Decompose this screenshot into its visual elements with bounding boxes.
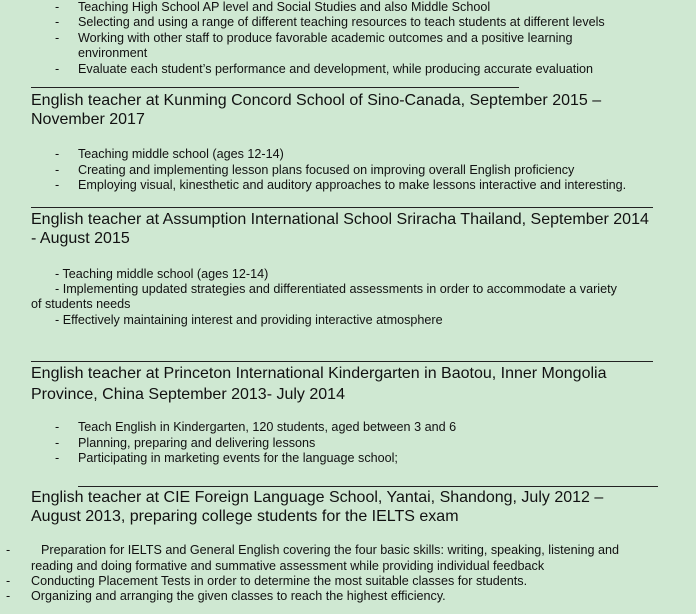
list-item-text: Participating in marketing events for the language school; — [78, 451, 398, 465]
list-item-text: Teach English in Kindergarten, 120 students, aged between 3 and 6 — [78, 420, 457, 434]
list-item: - Teaching middle school (ages 12-14) — [55, 267, 269, 281]
list-item-continuation: of students needs — [31, 297, 131, 311]
bullet-dash: - — [55, 62, 60, 76]
job-title: English teacher at Kunming Concord School of Sino-Canada, September 2015 – — [31, 92, 602, 109]
divider — [78, 486, 658, 487]
bullet-dash: - — [6, 574, 11, 588]
bullet-dash: - — [55, 31, 60, 45]
list-item-text: Employing visual, kinesthetic and auditory approaches to make lessons interactive and interesting. — [78, 178, 627, 192]
job-title-line2: Province, China September 2013- July 2014 — [31, 386, 345, 403]
list-item-text: Selecting and using a range of different teaching resources to teach students at different levels — [78, 15, 605, 29]
list-item-text: Conducting Placement Tests in order to determine the most suitable classes for students. — [31, 574, 528, 588]
bullet-dash: - — [55, 420, 60, 434]
bullet-dash: - — [55, 178, 60, 192]
list-item-text: Planning, preparing and delivering lessons — [78, 436, 316, 450]
divider — [31, 361, 653, 362]
job-title: English teacher at Princeton International Kindergarten in Baotou, Inner Mongolia — [31, 365, 607, 382]
job-title: English teacher at Assumption International School Sriracha Thailand, September 2014 — [31, 211, 649, 228]
list-item: - Implementing updated strategies and differentiated assessments in order to accommodate a variety — [55, 282, 617, 296]
list-item-continuation: reading and doing formative and summative assessment while providing individual feedback — [31, 559, 545, 573]
job-title-line2: November 2017 — [31, 111, 145, 128]
list-item-text: Evaluate each student’s performance and development, while producing accurate evaluation — [78, 62, 594, 76]
job-title: English teacher at CIE Foreign Language School, Yantai, Shandong, July 2012 – — [31, 489, 604, 506]
list-item-text: Teaching middle school (ages 12-14) — [78, 147, 284, 161]
bullet-dash: - — [55, 15, 60, 29]
list-item-continuation: environment — [78, 46, 148, 60]
job-title-line2: August 2013, preparing college students for the IELTS exam — [31, 508, 459, 525]
list-item-text: Creating and implementing lesson plans focused on improving overall English proficiency — [78, 163, 575, 177]
bullet-dash: - — [55, 451, 60, 465]
bullet-dash: - — [55, 0, 60, 14]
bullet-dash: - — [55, 147, 60, 161]
divider — [31, 207, 653, 208]
bullet-dash: - — [6, 589, 11, 603]
job-title-line2: - August 2015 — [31, 230, 130, 247]
bullet-dash: - — [6, 543, 11, 557]
list-item-text: Organizing and arranging the given classes to reach the highest efficiency. — [31, 589, 446, 603]
bullet-dash: - — [55, 163, 60, 177]
bullet-dash: - — [55, 436, 60, 450]
list-item-text: Preparation for IELTS and General English covering the four basic skills: writing, speaking, listening and — [41, 543, 619, 557]
divider — [31, 87, 519, 88]
list-item-text: Working with other staff to produce favorable academic outcomes and a positive learning — [78, 31, 573, 45]
list-item: - Effectively maintaining interest and providing interactive atmosphere — [55, 313, 443, 327]
list-item-text: Teaching High School AP level and Social Studies and also Middle School — [78, 0, 491, 14]
